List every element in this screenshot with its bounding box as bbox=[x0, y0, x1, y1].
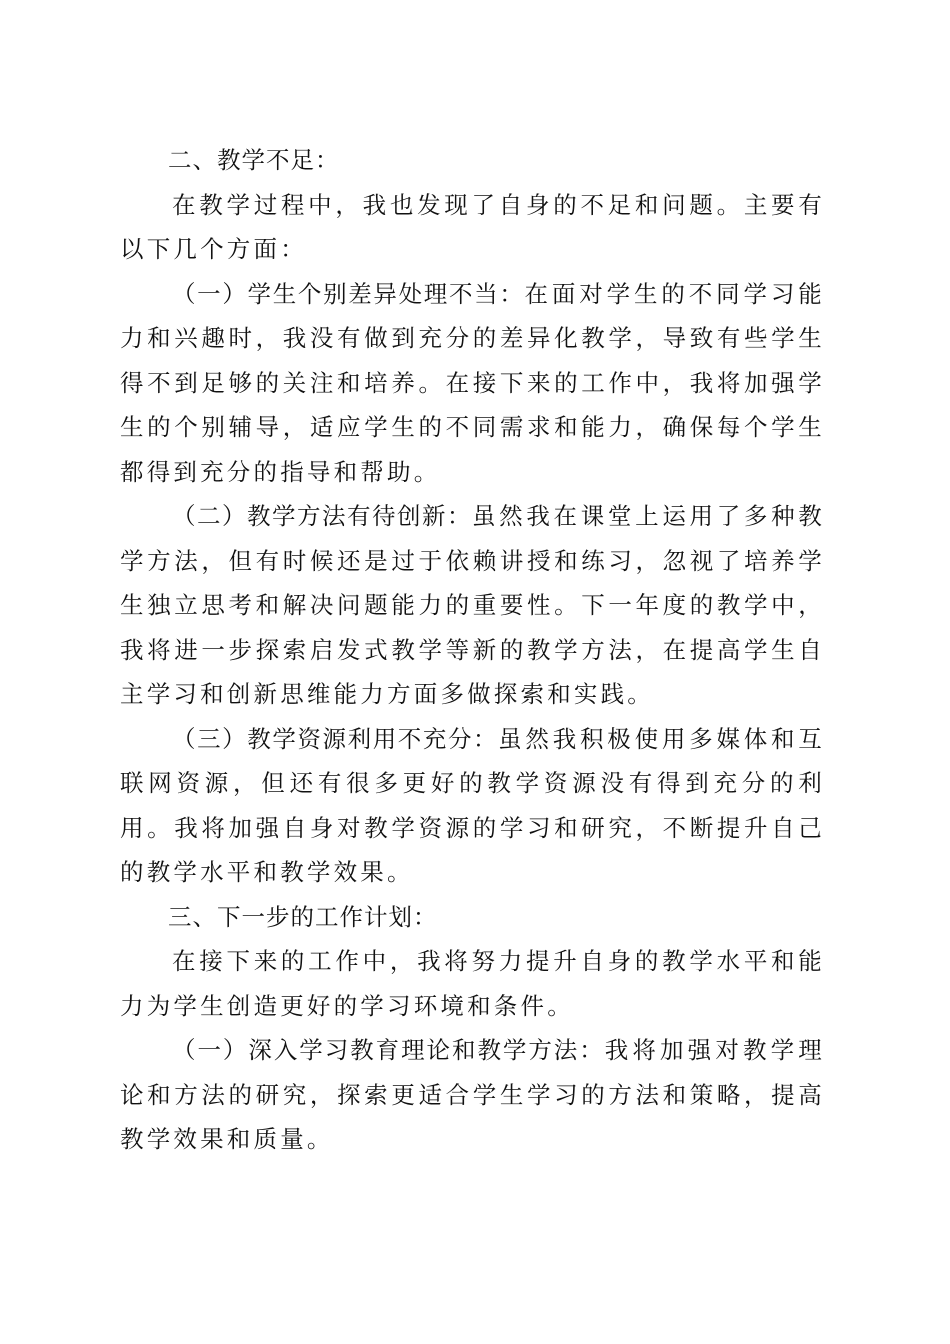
item-lead: （三）教学资源利用不充分： bbox=[172, 724, 499, 753]
shortcoming-item-3 bbox=[120, 717, 825, 895]
section-intro-paragraph: 在教学过程中，我也发现了自身的不足和问题。主要有以下几个方面： bbox=[120, 190, 825, 263]
shortcoming-item-2 bbox=[120, 494, 825, 717]
item-text: 我将加强对教学理论和方法的研究，探索更适合学生学习的方法和策略，提高教学效果和质量。 bbox=[120, 1036, 825, 1153]
section-heading-teaching-shortcomings: 二、教学不足： bbox=[168, 146, 340, 174]
section-intro-paragraph: 在接下来的工作中，我将努力提升自身的教学水平和能力为学生创造更好的学习环境和条件。 bbox=[120, 947, 825, 1020]
item-text: 在面对学生的不同学习能力和兴趣时，我没有做到充分的差异化教学，导致有些学生得不到足够的关注和培养。在接下来的工作中，我将加强学生的个别辅导，适应学生的不同需求和能力，确保每个学生都得到充分的指导和帮助。 bbox=[120, 279, 826, 486]
shortcoming-item-1 bbox=[120, 272, 825, 495]
item-lead: （一）学生个别差异处理不当： bbox=[172, 279, 525, 308]
item-lead: （一）深入学习教育理论和教学方法： bbox=[172, 1036, 605, 1064]
plan-item-1 bbox=[120, 1028, 825, 1162]
item-lead: （二）教学方法有待创新： bbox=[172, 502, 472, 530]
item-text: 虽然我积极使用多媒体和互联网资源，但还有很多更好的教学资源没有得到充分的利用。我将加强自身对教学资源的学习和研究，不断提升自己的教学水平和教学效果。 bbox=[120, 724, 825, 886]
item-text: 虽然我在课堂上运用了多种教学方法，但有时候还是过于依赖讲授和练习，忽视了培养学生独立思考和解决问题能力的重要性。下一年度的教学中，我将进一步探索启发式教学等新的教学方法，在提高学生自主学习和创新思维能力方面多做探索和实践。 bbox=[120, 502, 825, 708]
document-page bbox=[120, 138, 825, 1162]
section-heading-work-plan: 三、下一步的工作计划： bbox=[168, 902, 438, 931]
